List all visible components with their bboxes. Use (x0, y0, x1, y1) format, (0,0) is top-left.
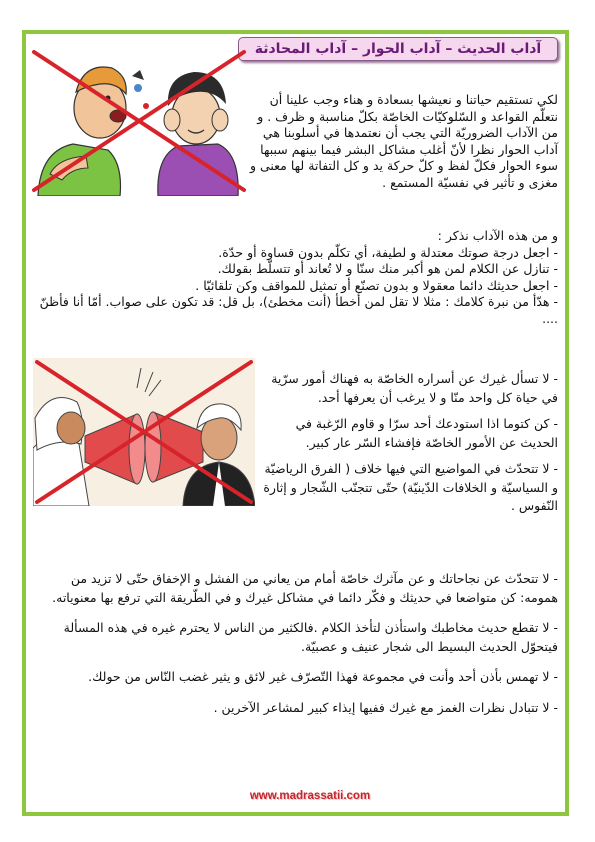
list-intro: و من هذه الآداب نذكر : (437, 228, 558, 243)
intro-paragraph (240, 92, 558, 191)
rule-item: - لا تتحدّث في المواضيع التي فيها خلاف ( الفرق الرياضيّة و السياسيّة و الخلافات الدّينيّة) حتّى تتجنّب الشّجار و إثارة النّفوس . (263, 461, 558, 513)
rule-item: - اجعل درجة صوتك معتدلة و لطيفة، أي تكلّم بدون قساوة أو حدّة. (218, 244, 558, 260)
rule-item: - تنازل عن الكلام لمن هو أكبر منك سنّا و لا تُعاند أو تتسلّط بقولك. (217, 261, 558, 276)
rule-item: - لا تقطع حديث مخاطبك واستأذن لتأخذ الكلام .فالكثير من الناس لا يحترم غيره في هذه المسألة فيتحوّل الحديث البسيط الى شجار عنيف و عصبيّة. (63, 620, 558, 654)
rule-item: - لا تسأل غيرك عن أسراره الخاصّة به فهناك أمور سرّية في حياة كل واحد منّا و لا يرغب أن يعرفها أحد. (271, 371, 558, 405)
rule-item: - هدّأ من نبرة كلامك : مثلا لا تقل لمن أخطأ (أنت مخطئ)، بل قل: قد تكون على صواب. أمّا أنا فأظنّ .... (39, 294, 558, 326)
megaphones-illustration (33, 358, 255, 506)
rule-item: - اجعل حديثك دائما معقولا و بدون تصنّع أو تمثيل للمواقف وكن تلقائيّا . (195, 277, 558, 293)
arguing-people-illustration (28, 46, 250, 196)
intro-text: لكي تستقيم حياتنا و نعيشها بسعادة و هناء وجب علينا أن نتعلّم القواعد و السّلوكيّات الخاصّة بكلّ مناسبة و ظرف . و من الآداب الضروريّة التي يجب أن نعتمدها في أسلوبنا هي آداب الحوار نظرا لأنّ أغلب مشاكل البشر فيما بينهم سببها سوء الحوار فكلّ لفظ و كلّ حركة يد و كل التفاتة لها معنى و مغزى و تأثير في نفسيّة المستمع . (249, 92, 558, 190)
rule-item: - لا تتبادل نظرات الغمز مع غيرك ففيها إيذاء كبير لمشاعر الآخرين . (213, 699, 558, 715)
rules-middle-list (258, 370, 558, 516)
rules-bottom-list (36, 570, 558, 717)
rule-item: - لا تهمس بأذن أحد وأنت في مجموعة فهذا التّصرّف غير لائق و يثير غضب النّاس من حولك. (88, 669, 558, 684)
rule-item: - لا تتحدّث عن نجاحاتك و عن مآثرك خاصّة أمام من يعاني من الفشل و الإخفاق حتّى لا تزيد من همومه: كن متواضعا في حديثك و فكّر دائما في مشاكل غيرك و في الطّريقة التي ترفع بها معنوياته. (52, 571, 558, 605)
rules-top-list (36, 228, 558, 327)
footer-website-link[interactable]: www.madrassatii.com (249, 790, 371, 802)
rule-item: - كن كتوما اذا استودعك أحد سرّا و قاوم الرّغبة في الحديث عن الأمور الخاصّة فإفشاء السّر عار كبير. (295, 416, 558, 450)
page-title: آداب الحديث – آداب الحوار – آداب المحادثة (238, 37, 558, 61)
